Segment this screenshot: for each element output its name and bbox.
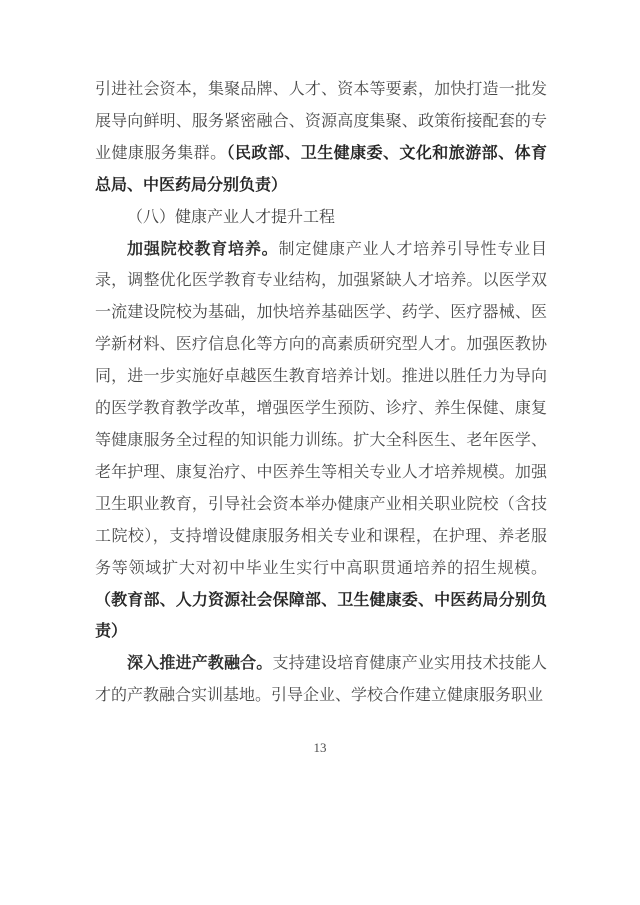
responsible-departments-clause: （民政部、卫生健康委、文化和旅游部、体育总局、中医药局分别负责）: [95, 144, 547, 194]
paragraph-text: 引进社会资本，集聚品牌、人才、资本等要素，加快打造一批发展导向鲜明、服务紧密融合、资源高度集聚、政策衔接配套的专业健康服务集群。: [95, 81, 547, 162]
paragraph-lead-phrase: 深入推进产教融合。: [127, 655, 273, 673]
paragraph-text: 制定健康产业人才培养引导性专业目录，调整优化医学教育专业结构，加强紧缺人才培养。以医学双一流建设院校为基础，加快培养基础医学、药学、医疗器械、医学新材料、医疗信息化等方向的高素质研究型人才。加强医教协同，进一步实施好卓越医生教育培养计划。推进以胜任力为导向的医学教育教学改革，增强医学生预防、诊疗、养生保健、康复等健康服务全过程的知识能力训练。扩大全科医生、老年医学、老年护理、康复治疗、中医养生等相关专业人才培养规模。加强卫生职业教育，引导社会资本举办健康产业相关职业院校（含技工院校），支持增设健康服务相关专业和课程，在护理、养老服务等领域扩大对初中毕业生实行中高职贯通培养的招生规模。: [95, 240, 547, 577]
page-number: 13: [313, 740, 327, 755]
paragraph-industry-education-integration: [95, 648, 547, 712]
responsible-departments-clause: （教育部、人力资源社会保障部、卫生健康委、中医药局分别负责）: [95, 591, 547, 641]
section-heading-8: [95, 202, 547, 234]
section-heading-text: （八）健康产业人才提升工程: [127, 208, 336, 226]
paragraph-text: 支持建设培育健康产业实用技术技能人才的产教融合实训基地。引导企业、学校合作建立健康服务职业: [95, 655, 547, 705]
paragraph-cluster-continuation: [95, 74, 547, 202]
paragraph-lead-phrase: 加强院校教育培养。: [127, 240, 279, 258]
document-body: [95, 74, 547, 712]
paragraph-school-education: [95, 234, 547, 649]
